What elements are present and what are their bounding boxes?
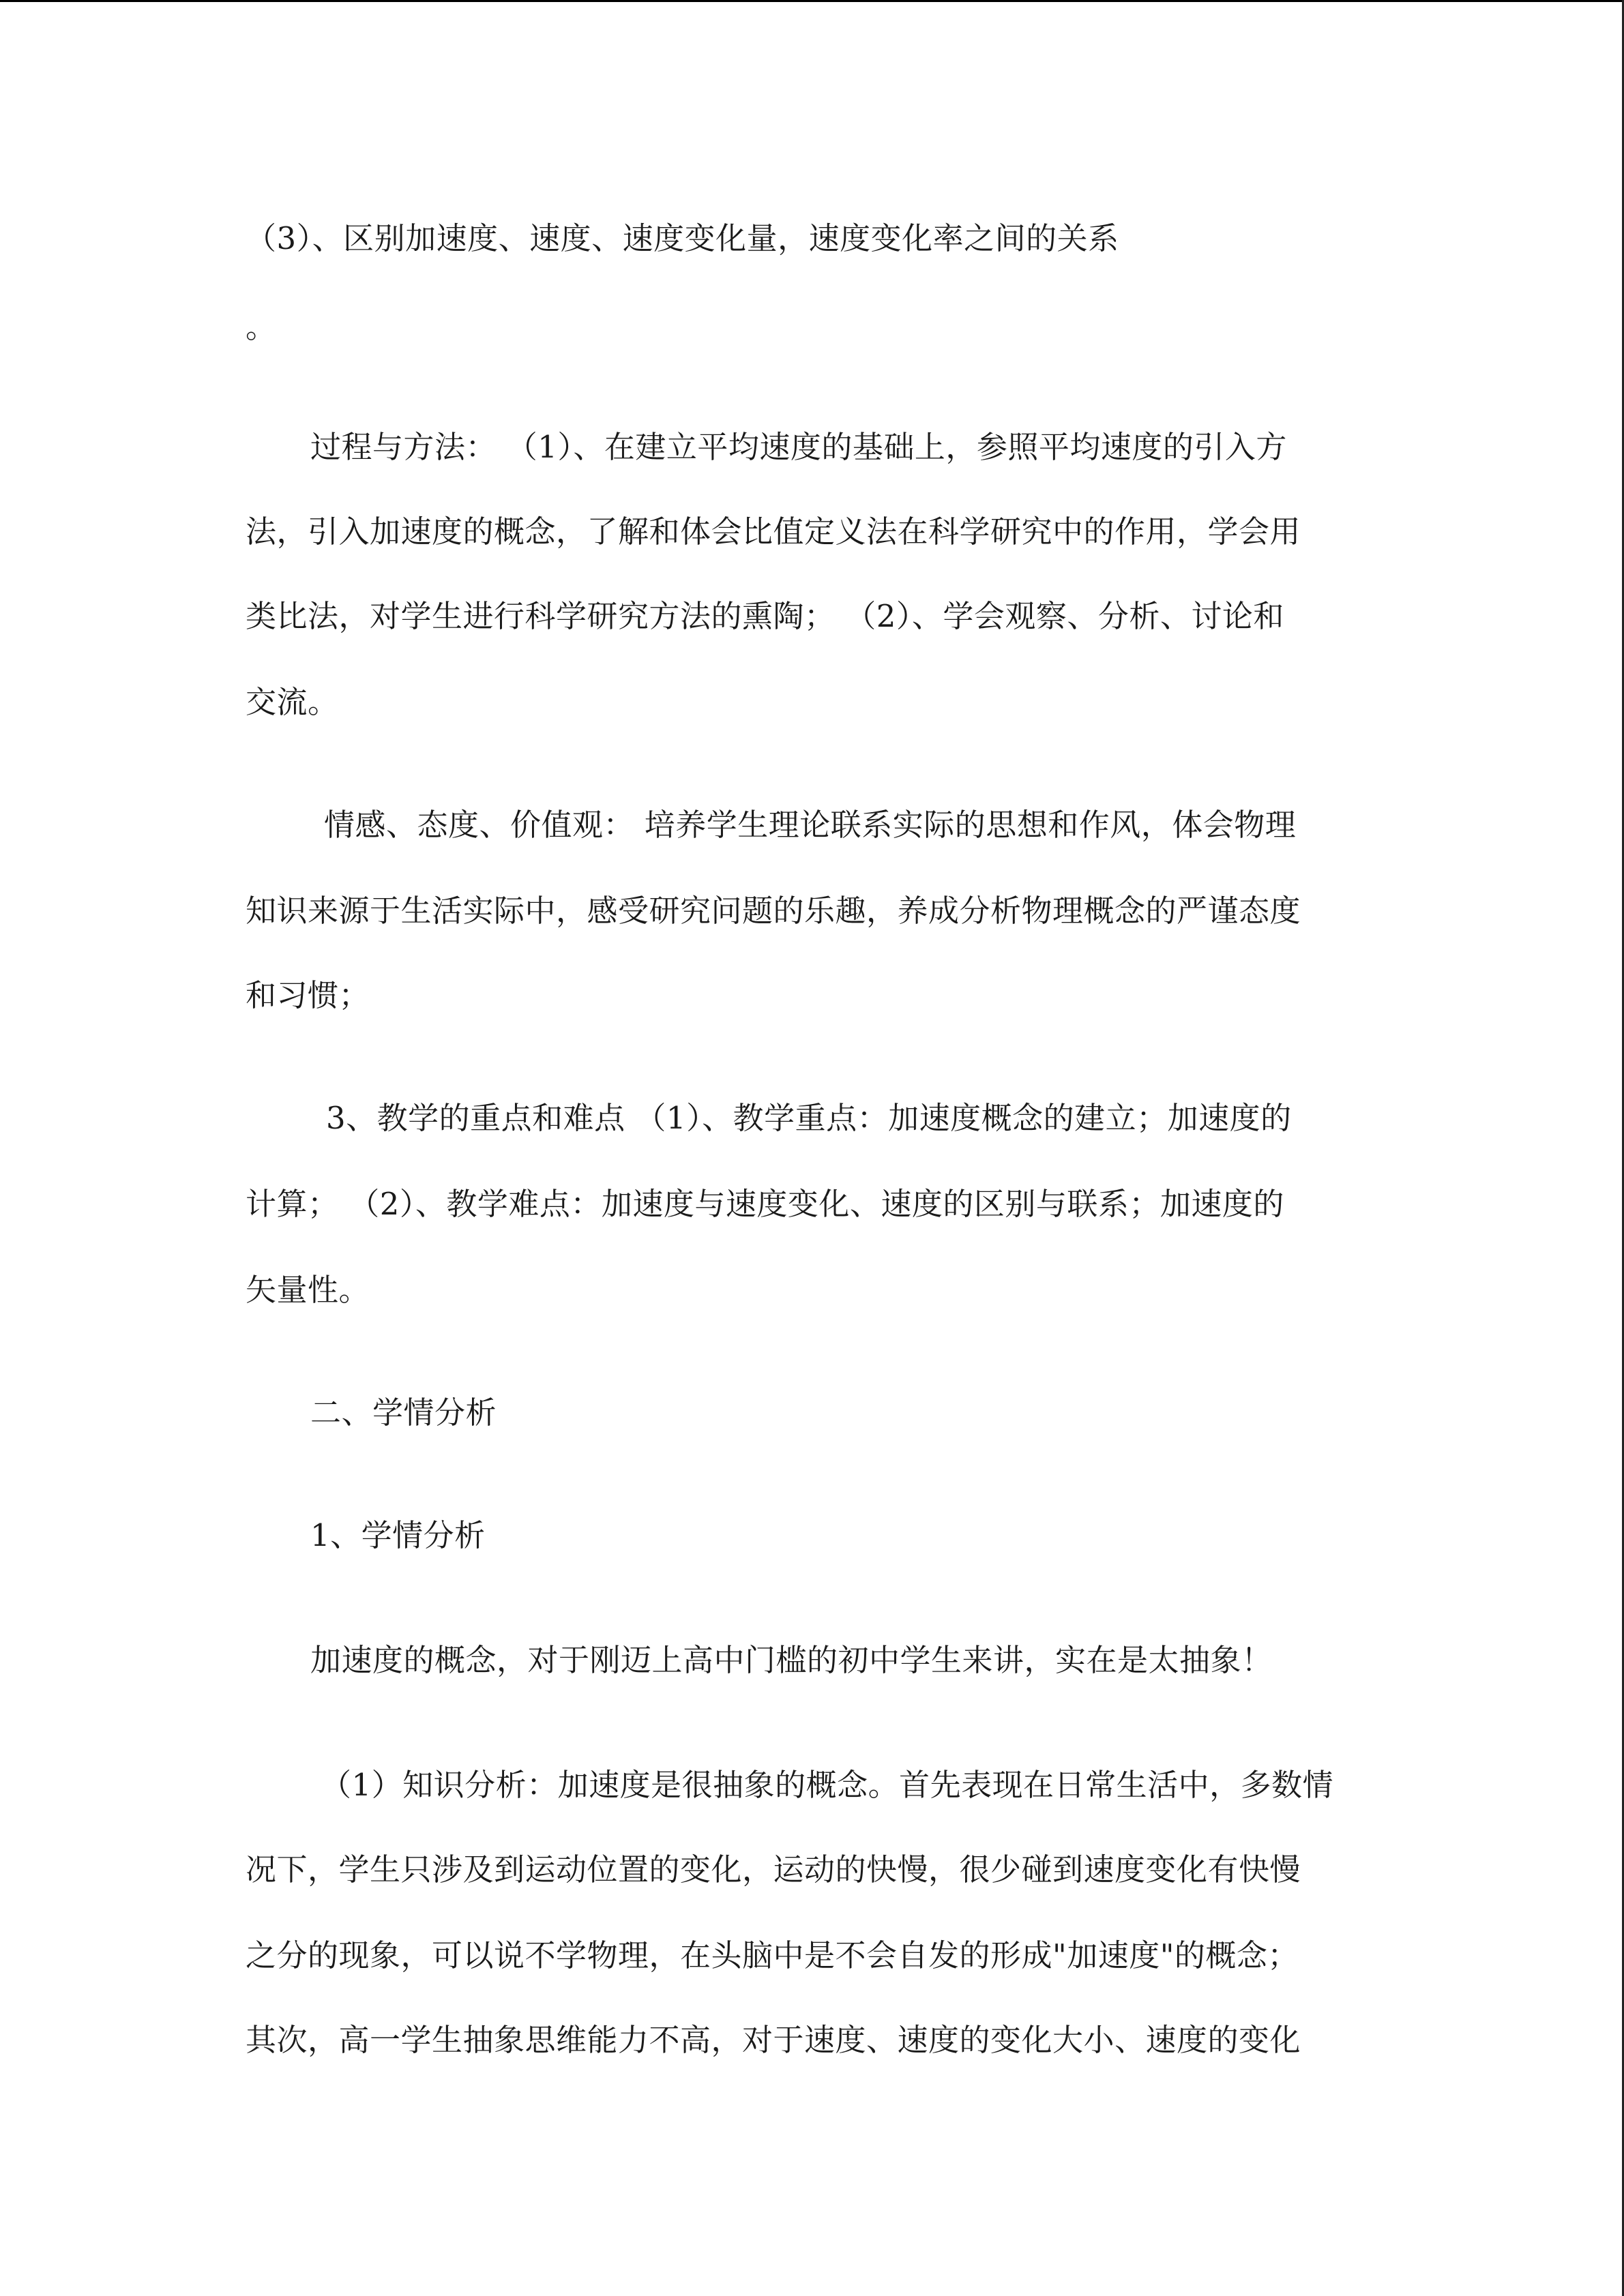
page-top-border — [0, 0, 1624, 2]
text-line: 计算； （2）、教学难点：加速度与速度变化、速度的区别与联系；加速度的 — [246, 1186, 1284, 1222]
text-line: 知识来源于生活实际中，感受研究问题的乐趣，养成分析物理概念的严谨态度 — [246, 893, 1301, 929]
text-line: 法，引入加速度的概念，了解和体会比值定义法在科学研究中的作用，学会用 — [246, 513, 1301, 550]
text-line: 。 — [246, 309, 277, 345]
text-line: 3、教学的重点和难点 （1）、教学重点：加速度概念的建立；加速度的 — [326, 1100, 1292, 1136]
text-line: （1）知识分析：加速度是很抽象的概念。首先表现在日常生活中，多数情 — [321, 1767, 1334, 1803]
subsection-heading: 1、学情分析 — [310, 1517, 486, 1553]
text-line: （3）、区别加速度、速度、速度变化量，速度变化率之间的关系 — [246, 220, 1119, 256]
text-line: 交流。 — [246, 684, 339, 720]
text-line: 类比法，对学生进行科学研究方法的熏陶； （2）、学会观察、分析、讨论和 — [246, 598, 1284, 634]
text-line: 矢量性。 — [246, 1272, 370, 1308]
text-line: 和习惯； — [246, 977, 370, 1013]
section-heading: 二、学情分析 — [310, 1395, 497, 1431]
text-line: 之分的现象，可以说不学物理，在头脑中是不会自发的形成"加速度"的概念； — [246, 1937, 1299, 1973]
text-line: 加速度的概念，对于刚迈上高中门槛的初中学生来讲，实在是太抽象！ — [310, 1642, 1273, 1678]
text-line: 情感、态度、价值观： 培养学生理论联系实际的思想和作风，体会物理 — [324, 807, 1297, 843]
text-line: 况下，学生只涉及到运动位置的变化，运动的快慢，很少碰到速度变化有快慢 — [246, 1851, 1301, 1888]
text-line: 过程与方法： （1）、在建立平均速度的基础上，参照平均速度的引入方 — [310, 429, 1287, 465]
text-line: 其次，高一学生抽象思维能力不高，对于速度、速度的变化大小、速度的变化 — [246, 2022, 1301, 2058]
